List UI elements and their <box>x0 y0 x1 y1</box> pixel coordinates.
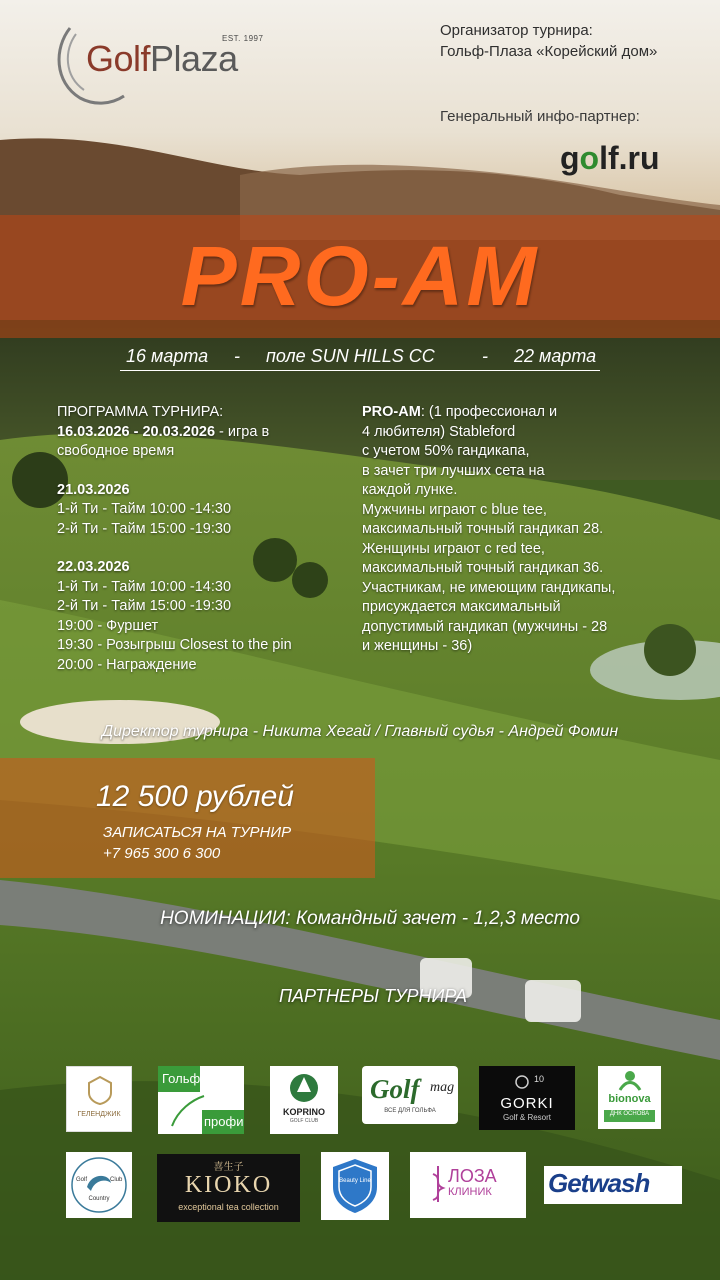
dates-underline <box>120 370 600 371</box>
date-end: 22 марта <box>514 346 597 366</box>
program-schedule <box>57 403 292 675</box>
koprino-label: KOPRINO <box>282 1107 325 1117</box>
info-partner-label: Генеральный инфо-партнер: <box>440 108 640 125</box>
golfru-logo[interactable]: golf.ru <box>560 140 660 176</box>
organizer-label: Организатор турнира: <box>440 22 593 39</box>
format-line: 4 любителя) Stableford <box>362 423 516 440</box>
day2-line: 20:00 - Награждение <box>57 656 197 673</box>
signup-block <box>103 822 291 864</box>
day1-date: 21.03.2026 <box>57 481 130 498</box>
day1-line: 1-й Ти - Тайм 10:00 -14:30 <box>57 501 232 517</box>
golfplaza-logo-text: GolfPlaza <box>86 38 238 79</box>
format-line: каждой лунке. <box>362 482 458 498</box>
partner-logo-getwash[interactable] <box>544 1166 682 1204</box>
dash-2: - <box>482 346 488 366</box>
crystal-golf: Golf <box>76 1177 88 1183</box>
partner-logo-golf-profi[interactable] <box>158 1066 244 1134</box>
partner-logo-bionova[interactable] <box>598 1066 661 1129</box>
format-line: допустимый гандикап (мужчины - 28 <box>362 618 608 635</box>
partner-logo-koprino[interactable] <box>270 1066 338 1134</box>
day2-line: 19:00 - Фуршет <box>57 617 159 634</box>
shield-icon <box>330 1157 380 1215</box>
kioko-sub: exceptional tea collection <box>178 1202 279 1212</box>
koprino-sub: GOLF CLUB <box>289 1118 319 1124</box>
program-heading: ПРОГРАММА ТУРНИРА: <box>57 404 224 420</box>
free-play-row-2: свободное время <box>57 443 175 459</box>
crest-icon <box>87 1075 113 1105</box>
kioko-chinese: 喜生子 <box>213 1162 244 1173</box>
loza-label: ЛОЗА <box>448 1166 497 1186</box>
organizer-name: Гольф-Плаза «Корейский дом» <box>440 43 658 60</box>
caduceus-icon <box>430 1164 446 1204</box>
director-line: Директор турнира - Никита Хегай / Главный судья - Андрей Фомин <box>101 723 619 740</box>
signup-cta[interactable]: ЗАПИСАТЬСЯ НА ТУРНИР <box>103 824 292 841</box>
tree-icon <box>289 1072 319 1104</box>
gelendzhik-label: ГЕЛЕНДЖИК <box>77 1111 121 1118</box>
format-line: с учетом 50% гандикапа, <box>362 443 530 459</box>
logo-established: EST. 1997 <box>222 34 264 43</box>
day1-line: 2-й Ти - Тайм 15:00 -19:30 <box>57 520 232 537</box>
event-title: PRO-AM <box>180 229 540 323</box>
partner-logo-loza[interactable] <box>410 1152 526 1218</box>
event-dates-line <box>0 346 720 376</box>
partner-logo-crystal-golf-club[interactable] <box>66 1152 132 1218</box>
day2-line: 2-й Ти - Тайм 15:00 -19:30 <box>57 598 232 614</box>
partner-logo-gorki[interactable] <box>479 1066 575 1130</box>
kioko-label: KIOKO <box>184 1172 273 1198</box>
format-line: Мужчины играют с blue tee, <box>362 501 547 518</box>
beauty-line-label: Beauty Line <box>339 1178 371 1184</box>
partner-logo-kioko[interactable] <box>157 1154 300 1222</box>
loza-sub: КЛИНИК <box>448 1186 492 1198</box>
format-line: Женщины играют с red tee, <box>362 540 545 557</box>
golf-club-badge-icon <box>69 1155 129 1215</box>
day2-date: 22.03.2026 <box>57 559 130 575</box>
golfmag-label: Golf <box>370 1074 420 1104</box>
bionova-label: bionova <box>608 1093 651 1105</box>
format-line: Участникам, не имеющим гандикапы, <box>362 579 616 596</box>
format-line: и женщины - 36) <box>362 638 473 654</box>
entry-price: 12 500 рублей <box>96 780 294 813</box>
gorki-sub: Golf & Resort <box>502 1113 551 1122</box>
gorki-number: 10 <box>534 1074 545 1084</box>
format-line: максимальный точный гандикап 36. <box>362 560 604 576</box>
day2-line: 19:30 - Розыгрыш Closest to the pin <box>57 637 292 653</box>
crystal-country: Country <box>88 1196 110 1202</box>
date-start: 16 марта <box>126 346 209 366</box>
signup-phone[interactable]: +7 965 300 6 300 <box>103 845 221 862</box>
golf-profi-top: Гольф <box>162 1071 201 1086</box>
venue: поле SUN HILLS CC <box>266 346 435 366</box>
golfer-icon <box>168 1090 208 1130</box>
tournament-format <box>362 403 615 657</box>
leaf-figure-icon <box>616 1070 644 1092</box>
golf-profi-bottom: профи <box>204 1114 244 1129</box>
format-line: максимальный точный гандикап 28. <box>362 521 604 537</box>
getwash-label: Getwash <box>548 1168 650 1198</box>
dash-1: - <box>234 346 240 366</box>
bionova-sub: ДНК ОСНОВА <box>609 1111 650 1117</box>
partner-logo-golfmag[interactable] <box>362 1066 458 1124</box>
partner-logo-beauty-line[interactable] <box>321 1152 389 1220</box>
partner-logo-gelendzhik[interactable] <box>66 1066 132 1132</box>
format-line: в зачет три лучших сета на <box>362 462 545 479</box>
golfmag-mag: mag <box>430 1080 455 1095</box>
gorki-label: GORKI <box>500 1095 554 1112</box>
free-play-row: 16.03.2026 - 20.03.2026 - игра в <box>57 423 270 440</box>
gorki-emblem-icon <box>515 1073 529 1091</box>
partners-title: ПАРТНЕРЫ ТУРНИРА <box>279 986 467 1006</box>
golfmag-sub: ВСЕ ДЛЯ ГОЛЬФА <box>384 1108 436 1114</box>
format-line: PRO-AM: (1 профессионал и <box>362 404 558 420</box>
nominations: НОМИНАЦИИ: Командный зачет - 1,2,3 место <box>160 908 580 929</box>
crystal-club: Club <box>110 1177 123 1183</box>
day2-line: 1-й Ти - Тайм 10:00 -14:30 <box>57 578 232 595</box>
format-line: присуждается максимальный <box>362 599 561 615</box>
